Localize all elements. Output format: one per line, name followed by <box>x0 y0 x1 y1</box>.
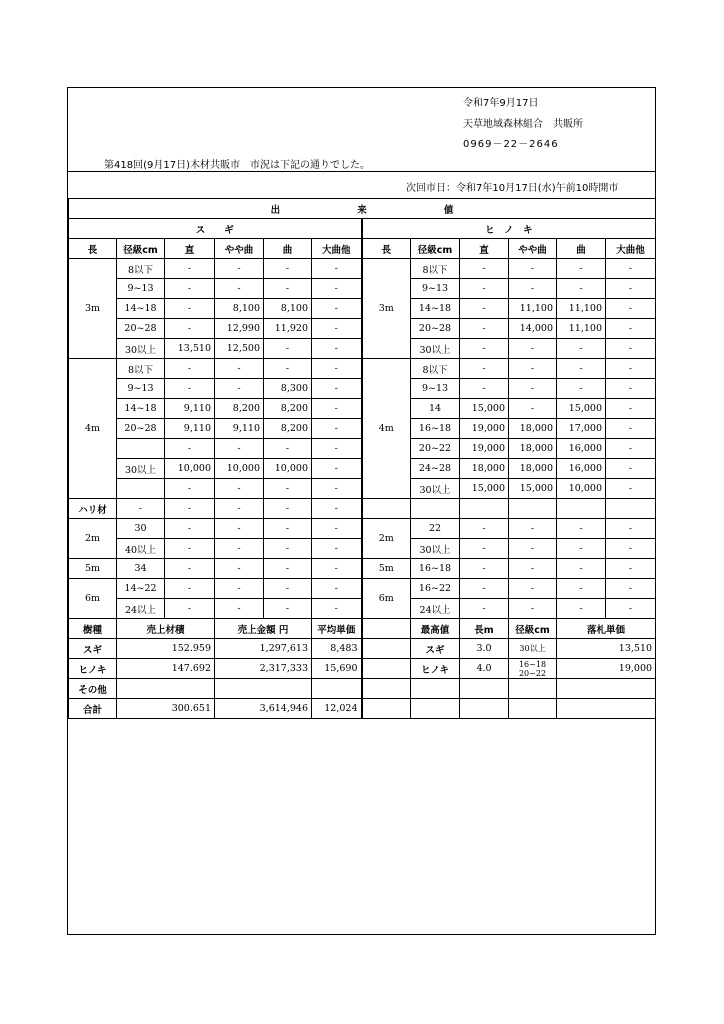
summary-volume: 300.651 <box>117 699 215 719</box>
price-cell: - <box>312 599 362 619</box>
diameter-cell: 24以上 <box>411 599 460 619</box>
price-cell: - <box>117 499 165 519</box>
diameter-cell <box>117 439 165 459</box>
diameter-cell: 30以上 <box>117 459 165 479</box>
dia-line: 30以上 <box>519 644 546 653</box>
summary-volume <box>117 679 215 699</box>
length-cell: 2m <box>362 519 411 559</box>
price-cell: - <box>215 379 264 399</box>
summary-price-header: 落札単価 <box>557 619 656 639</box>
price-cell: - <box>509 539 557 559</box>
price-cell: - <box>606 479 656 499</box>
price-cell: - <box>509 519 557 539</box>
price-cell: 16,000 <box>557 459 606 479</box>
table-row <box>69 259 656 279</box>
summary-len: 4.0 <box>460 659 509 679</box>
diameter-cell: 30以上 <box>411 539 460 559</box>
length-cell: 4m <box>362 359 411 499</box>
price-cell: - <box>557 519 606 539</box>
summary-max-species <box>411 699 460 719</box>
price-cell: - <box>509 279 557 299</box>
price-cell: 11,100 <box>509 299 557 319</box>
price-cell: - <box>215 479 264 499</box>
diameter-cell: 30 <box>117 519 165 539</box>
column-header-row <box>69 239 656 259</box>
title-char: 来 <box>357 204 367 216</box>
price-cell: - <box>165 379 215 399</box>
price-cell: - <box>264 499 312 519</box>
price-cell: 18,000 <box>509 439 557 459</box>
diameter-cell: 40以上 <box>117 539 165 559</box>
price-cell: - <box>509 579 557 599</box>
hinoki-header: ヒ ノ キ <box>362 219 656 239</box>
length-cell: 6m <box>362 579 411 619</box>
diameter-cell: 20~28 <box>117 419 165 439</box>
diameter-cell: 9~13 <box>411 279 460 299</box>
empty-cell <box>411 499 460 519</box>
summary-dia <box>509 679 557 699</box>
price-cell: - <box>312 579 362 599</box>
price-cell: - <box>215 579 264 599</box>
price-cell: - <box>606 519 656 539</box>
price-cell: - <box>509 359 557 379</box>
hari-label: ハリ材 <box>69 499 117 519</box>
sugi-header: ス ギ <box>69 219 362 239</box>
price-cell: - <box>215 439 264 459</box>
price-cell: 8,300 <box>264 379 312 399</box>
price-cell: - <box>460 599 509 619</box>
summary-dia <box>509 639 557 659</box>
diameter-cell: 14~18 <box>117 299 165 319</box>
price-cell: 9,110 <box>165 419 215 439</box>
summary-dia <box>509 699 557 719</box>
diameter-cell: 8以下 <box>411 259 460 279</box>
diameter-cell: 24以上 <box>117 599 165 619</box>
summary-len <box>460 699 509 719</box>
empty-cell <box>362 659 411 679</box>
price-cell: - <box>557 559 606 579</box>
price-cell: 16,000 <box>557 439 606 459</box>
price-cell: - <box>165 439 215 459</box>
diameter-cell: 8以下 <box>117 259 165 279</box>
price-cell: - <box>460 259 509 279</box>
price-cell: - <box>606 259 656 279</box>
diameter-cell: 14~18 <box>117 399 165 419</box>
price-cell: - <box>509 599 557 619</box>
price-cell: 15,000 <box>460 399 509 419</box>
diameter-cell: 30以上 <box>117 339 165 359</box>
price-cell: - <box>264 339 312 359</box>
price-cell: - <box>312 499 362 519</box>
price-cell: - <box>165 259 215 279</box>
price-cell: - <box>312 379 362 399</box>
price-cell: 12,990 <box>215 319 264 339</box>
price-cell: - <box>460 319 509 339</box>
diameter-cell: 20~28 <box>411 319 460 339</box>
col-header-dia: 径級cm <box>117 239 165 259</box>
price-cell: - <box>165 319 215 339</box>
price-cell: - <box>312 319 362 339</box>
summary-amount: 1,297,613 <box>215 639 312 659</box>
summary-price: 19,000 <box>557 659 656 679</box>
price-cell: - <box>165 359 215 379</box>
price-cell: - <box>215 259 264 279</box>
price-cell: 12,500 <box>215 339 264 359</box>
price-cell: - <box>215 599 264 619</box>
price-cell: - <box>264 579 312 599</box>
col-header-straight: 直 <box>460 239 509 259</box>
summary-avg: 15,690 <box>312 659 362 679</box>
empty-cell <box>362 499 411 519</box>
price-cell: 8,100 <box>264 299 312 319</box>
price-cell: - <box>312 359 362 379</box>
market-notice: 第418回(9月17日)木材共販市 市況は下記の通りでした。 <box>104 160 370 171</box>
summary-species: スギ <box>69 639 117 659</box>
price-cell: - <box>557 359 606 379</box>
summary-price <box>557 679 656 699</box>
price-cell: - <box>165 299 215 319</box>
price-cell: - <box>165 479 215 499</box>
price-cell: 11,100 <box>557 319 606 339</box>
price-cell: - <box>264 259 312 279</box>
hari-row <box>69 499 656 519</box>
summary-len-header: 長m <box>460 619 509 639</box>
price-cell: - <box>312 519 362 539</box>
length-cell: 5m <box>69 559 117 579</box>
diameter-cell: 8以下 <box>411 359 460 379</box>
price-cell: 18,000 <box>460 459 509 479</box>
summary-header-row <box>69 619 656 639</box>
price-cell: 10,000 <box>165 459 215 479</box>
price-cell: - <box>215 519 264 539</box>
summary-species: ヒノキ <box>69 659 117 679</box>
price-cell: - <box>312 559 362 579</box>
diameter-cell: 16~22 <box>411 579 460 599</box>
price-cell: - <box>215 559 264 579</box>
price-cell: - <box>557 259 606 279</box>
summary-species: 合計 <box>69 699 117 719</box>
col-header-bent: 曲 <box>557 239 606 259</box>
summary-volume: 152.959 <box>117 639 215 659</box>
price-cell: - <box>165 279 215 299</box>
col-header-large: 大曲他 <box>312 239 362 259</box>
summary-avg-header: 平均単価 <box>312 619 362 639</box>
price-cell: - <box>165 599 215 619</box>
price-cell: - <box>312 339 362 359</box>
summary-price <box>557 699 656 719</box>
price-cell: - <box>606 559 656 579</box>
price-cell: 9,110 <box>165 399 215 419</box>
price-cell: - <box>165 539 215 559</box>
price-cell: - <box>312 459 362 479</box>
col-header-len: 長 <box>362 239 411 259</box>
diameter-cell: 16~18 <box>411 419 460 439</box>
diameter-cell: 24~28 <box>411 459 460 479</box>
price-cell: - <box>606 599 656 619</box>
summary-amount-header: 売上金額 円 <box>215 619 312 639</box>
price-cell: - <box>509 339 557 359</box>
market-report-frame <box>67 87 656 935</box>
price-cell: - <box>509 559 557 579</box>
summary-dia <box>509 659 557 679</box>
organization-name: 天草地域森林組合 共販所 <box>463 119 583 130</box>
price-cell: - <box>264 479 312 499</box>
price-cell: - <box>165 519 215 539</box>
price-cell: - <box>509 259 557 279</box>
price-cell: - <box>557 279 606 299</box>
summary-volume-header: 売上材積 <box>117 619 215 639</box>
diameter-cell: 30以上 <box>411 479 460 499</box>
empty-cell <box>362 679 411 699</box>
summary-max-species: ヒノキ <box>411 659 460 679</box>
col-header-bent: 曲 <box>264 239 312 259</box>
price-cell: - <box>264 539 312 559</box>
price-cell: - <box>460 379 509 399</box>
length-cell: 6m <box>69 579 117 619</box>
summary-avg <box>312 679 362 699</box>
diameter-cell: 9~13 <box>411 379 460 399</box>
price-cell: - <box>312 539 362 559</box>
price-cell: 11,100 <box>557 299 606 319</box>
price-cell: - <box>215 499 264 519</box>
summary-dia-header: 径級cm <box>509 619 557 639</box>
price-cell: - <box>312 279 362 299</box>
summary-avg: 8,483 <box>312 639 362 659</box>
col-header-slight: やや曲 <box>509 239 557 259</box>
diameter-cell: 9~13 <box>117 379 165 399</box>
dia-line: 16~18 <box>518 659 547 669</box>
summary-avg: 12,024 <box>312 699 362 719</box>
price-cell: 8,200 <box>264 399 312 419</box>
length-cell: 2m <box>69 519 117 559</box>
price-cell: - <box>606 419 656 439</box>
price-cell: - <box>509 379 557 399</box>
empty-cell <box>460 499 509 519</box>
diameter-cell <box>117 479 165 499</box>
price-cell: - <box>557 539 606 559</box>
col-header-slight: やや曲 <box>215 239 264 259</box>
price-cell: - <box>606 579 656 599</box>
price-cell: 14,000 <box>509 319 557 339</box>
price-cell: - <box>606 459 656 479</box>
col-header-dia: 径級cm <box>411 239 460 259</box>
price-cell: 19,000 <box>460 419 509 439</box>
price-table <box>68 198 656 719</box>
price-cell: - <box>460 279 509 299</box>
table-row <box>69 359 656 379</box>
table-row <box>69 559 656 579</box>
summary-species-header: 樹種 <box>69 619 117 639</box>
price-cell: - <box>312 419 362 439</box>
summary-max-header: 最高値 <box>411 619 460 639</box>
price-cell: - <box>557 599 606 619</box>
price-cell: - <box>312 399 362 419</box>
table-row <box>69 579 656 599</box>
price-cell: 15,000 <box>557 399 606 419</box>
price-cell: 10,000 <box>557 479 606 499</box>
price-cell: - <box>606 379 656 399</box>
diameter-cell: 22 <box>411 519 460 539</box>
price-cell: - <box>264 519 312 539</box>
summary-len <box>460 679 509 699</box>
summary-len: 3.0 <box>460 639 509 659</box>
price-cell: - <box>557 339 606 359</box>
price-cell: 17,000 <box>557 419 606 439</box>
col-header-straight: 直 <box>165 239 215 259</box>
summary-row <box>69 679 656 699</box>
dia-line: 20~22 <box>518 668 547 678</box>
title-char: 出 <box>270 204 281 216</box>
diameter-cell: 8以下 <box>117 359 165 379</box>
summary-volume: 147.692 <box>117 659 215 679</box>
price-cell: - <box>264 359 312 379</box>
empty-cell <box>362 639 411 659</box>
col-header-len: 長 <box>69 239 117 259</box>
diameter-cell: 14~22 <box>117 579 165 599</box>
price-cell: - <box>165 499 215 519</box>
length-cell: 3m <box>362 259 411 359</box>
price-cell: 8,200 <box>215 399 264 419</box>
empty-cell <box>557 499 606 519</box>
empty-cell <box>606 499 656 519</box>
species-header-row <box>69 219 656 239</box>
price-cell: - <box>460 559 509 579</box>
price-cell: - <box>312 259 362 279</box>
price-cell: - <box>606 359 656 379</box>
summary-amount: 2,317,333 <box>215 659 312 679</box>
price-cell: - <box>215 539 264 559</box>
price-cell: - <box>606 339 656 359</box>
summary-price: 13,510 <box>557 639 656 659</box>
price-cell: - <box>312 439 362 459</box>
summary-row <box>69 659 656 679</box>
empty-cell <box>362 619 411 639</box>
empty-cell <box>509 499 557 519</box>
price-cell: 8,200 <box>264 419 312 439</box>
table-row <box>69 519 656 539</box>
price-cell: 11,920 <box>264 319 312 339</box>
summary-row <box>69 639 656 659</box>
price-cell: - <box>557 579 606 599</box>
price-cell: - <box>606 299 656 319</box>
price-cell: - <box>264 439 312 459</box>
summary-amount: 3,614,946 <box>215 699 312 719</box>
report-date: 令和7年9月17日 <box>463 98 539 109</box>
diameter-cell: 14 <box>411 399 460 419</box>
price-cell: - <box>460 339 509 359</box>
price-cell: - <box>606 399 656 419</box>
price-cell: - <box>264 599 312 619</box>
diameter-cell: 34 <box>117 559 165 579</box>
diameter-cell: 9~13 <box>117 279 165 299</box>
summary-species: その他 <box>69 679 117 699</box>
price-cell: - <box>460 519 509 539</box>
diameter-cell: 20~28 <box>117 319 165 339</box>
price-cell: - <box>460 539 509 559</box>
price-cell: - <box>509 399 557 419</box>
price-cell: 9,110 <box>215 419 264 439</box>
length-cell: 5m <box>362 559 411 579</box>
price-cell: - <box>215 359 264 379</box>
length-cell: 3m <box>69 259 117 359</box>
price-cell: - <box>264 279 312 299</box>
price-cell: 15,000 <box>460 479 509 499</box>
price-cell: - <box>165 559 215 579</box>
price-cell: 19,000 <box>460 439 509 459</box>
col-header-large: 大曲他 <box>606 239 656 259</box>
price-cell: - <box>460 579 509 599</box>
price-cell: - <box>557 379 606 399</box>
price-cell: - <box>264 559 312 579</box>
title-row <box>69 199 656 219</box>
phone-number: 0969－22－2646 <box>463 139 559 150</box>
table-title <box>69 199 656 219</box>
price-cell: 18,000 <box>509 459 557 479</box>
diameter-cell: 20~22 <box>411 439 460 459</box>
length-cell: 4m <box>69 359 117 499</box>
price-cell: 10,000 <box>264 459 312 479</box>
price-cell: - <box>606 279 656 299</box>
diameter-cell: 16~18 <box>411 559 460 579</box>
summary-max-species: スギ <box>411 639 460 659</box>
summary-row <box>69 699 656 719</box>
price-cell: - <box>215 279 264 299</box>
price-cell: - <box>165 579 215 599</box>
price-cell: - <box>460 299 509 319</box>
price-cell: - <box>312 479 362 499</box>
title-char: 値 <box>443 204 454 216</box>
price-cell: - <box>312 299 362 319</box>
price-cell: 15,000 <box>509 479 557 499</box>
price-cell: 10,000 <box>215 459 264 479</box>
summary-max-species <box>411 679 460 699</box>
summary-amount <box>215 679 312 699</box>
price-cell: 18,000 <box>509 419 557 439</box>
empty-cell <box>362 699 411 719</box>
divider <box>68 171 655 172</box>
diameter-cell: 14~18 <box>411 299 460 319</box>
price-cell: 13,510 <box>165 339 215 359</box>
diameter-cell: 30以上 <box>411 339 460 359</box>
price-cell: - <box>606 319 656 339</box>
price-cell: - <box>606 539 656 559</box>
price-cell: 8,100 <box>215 299 264 319</box>
price-cell: - <box>606 439 656 459</box>
price-cell: - <box>460 359 509 379</box>
next-market-date: 次回市日：令和7年10月17日(水)午前10時開市 <box>406 183 619 194</box>
